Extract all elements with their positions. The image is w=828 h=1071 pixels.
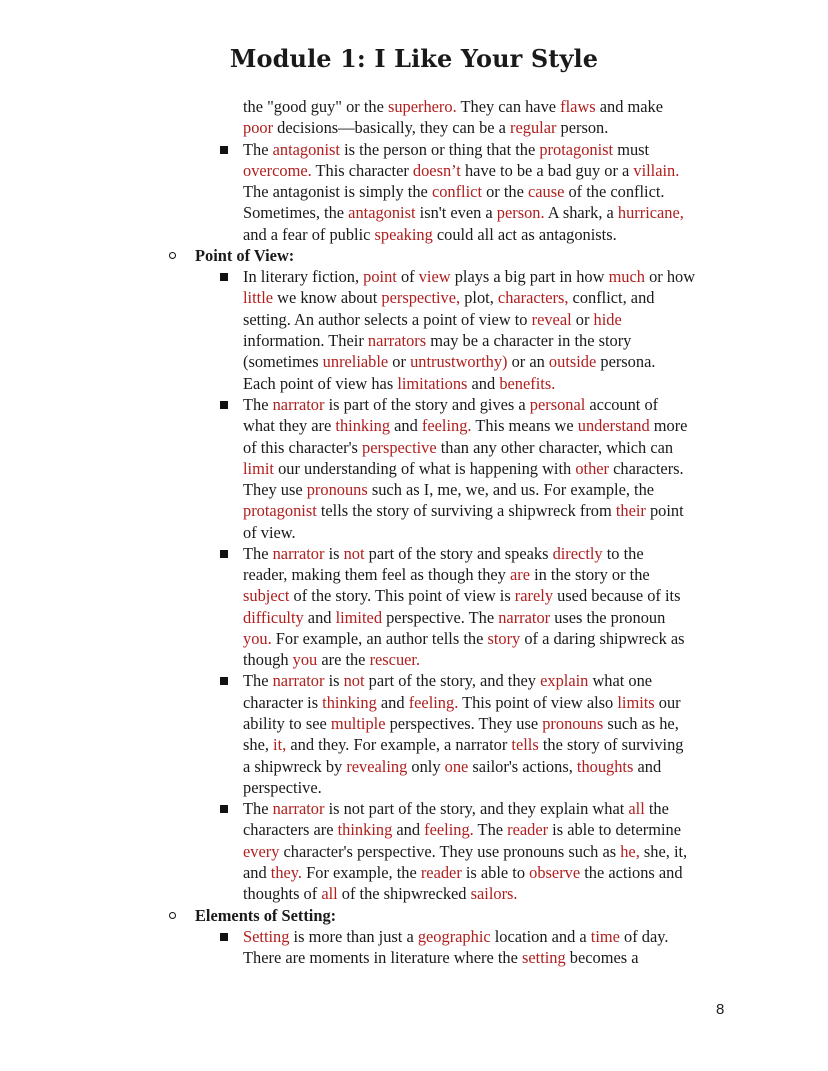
text-line: The narrator is part of the story and gives a personal account of xyxy=(243,395,659,414)
text-line: information. Their narrators may be a character in the story xyxy=(243,331,632,350)
text-line: setting. An author selects a point of view to reveal or hide xyxy=(243,310,622,329)
text-line: The narrator is not part of the story and speaks directly to the xyxy=(243,544,644,563)
text-line: Each point of view has limitations and benefits. xyxy=(243,374,556,393)
hollow-circle-bullet-icon xyxy=(169,912,176,919)
page-title: Module 1: I Like Your Style xyxy=(229,44,599,73)
text-line: perspective. xyxy=(243,778,322,797)
square-bullet-icon xyxy=(220,146,228,154)
text-line: and they. For example, the reader is able to observe the actions and xyxy=(243,863,683,882)
text-line: a shipwreck by revealing only one sailor's actions, thoughts and xyxy=(243,757,662,776)
page-number: 8 xyxy=(716,1001,725,1018)
square-bullet-icon xyxy=(220,401,228,409)
text-line: reader, making them feel as though they are in the story or the xyxy=(243,565,650,584)
section-heading: Elements of Setting: xyxy=(195,906,337,925)
section-heading: Point of View: xyxy=(195,246,295,265)
text-line: The antagonist is the person or thing that the protagonist must xyxy=(243,140,650,159)
text-line: what they are thinking and feeling. This means we understand more xyxy=(243,416,688,435)
text-line: though you are the rescuer. xyxy=(243,650,421,669)
text-line: character is thinking and feeling. This point of view also limits our xyxy=(243,693,681,712)
text-line: In literary fiction, point of view plays a big part in how much or how xyxy=(243,267,696,286)
text-line: protagonist tells the story of surviving a shipwreck from their point xyxy=(243,501,684,520)
text-line: difficulty and limited perspective. The narrator uses the pronoun xyxy=(243,608,666,627)
text-line: little we know about perspective, plot, characters, conflict, and xyxy=(243,288,655,307)
text-line: poor decisions—basically, they can be a regular person. xyxy=(243,118,609,137)
square-bullet-icon xyxy=(220,933,228,941)
text-line: of view. xyxy=(243,523,296,542)
text-line: limit our understanding of what is happening with other characters. xyxy=(243,459,684,478)
text-line: you. For example, an author tells the story of a daring shipwreck as xyxy=(243,629,685,648)
hollow-circle-bullet-icon xyxy=(169,252,176,259)
text-line: ability to see multiple perspectives. They use pronouns such as he, xyxy=(243,714,679,733)
text-line: characters are thinking and feeling. The reader is able to determine xyxy=(243,820,681,839)
text-line: thoughts of all of the shipwrecked sailors. xyxy=(243,884,518,903)
text-line: every character's perspective. They use pronouns such as he, she, it, xyxy=(243,842,688,861)
square-bullet-icon xyxy=(220,273,228,281)
square-bullet-icon xyxy=(220,805,228,813)
text-line: The narrator is not part of the story, and they explain what one xyxy=(243,671,653,690)
text-line: and a fear of public speaking could all act as antagonists. xyxy=(243,225,617,244)
text-line: They use pronouns such as I, me, we, and us. For example, the xyxy=(243,480,655,499)
text-line: (sometimes unreliable or untrustworthy) or an outside persona. xyxy=(243,352,656,371)
text-line: of this character's perspective than any other character, which can xyxy=(243,438,674,457)
text-line: There are moments in literature where the setting becomes a xyxy=(243,948,639,967)
text-line: subject of the story. This point of view is rarely used because of its xyxy=(243,586,681,605)
square-bullet-icon xyxy=(220,677,228,685)
text-line: overcome. This character doesn’t have to be a bad guy or a villain. xyxy=(243,161,680,180)
text-line: the "good guy" or the superhero. They can have flaws and make xyxy=(243,97,664,116)
text-line: Setting is more than just a geographic location and a time of day. xyxy=(243,927,669,946)
text-line: Sometimes, the antagonist isn't even a person. A shark, a hurricane, xyxy=(243,203,684,222)
text-line: The narrator is not part of the story, and they explain what all the xyxy=(243,799,669,818)
text-line: she, it, and they. For example, a narrator tells the story of surviving xyxy=(243,735,684,754)
text-line: The antagonist is simply the conflict or the cause of the conflict. xyxy=(243,182,665,201)
square-bullet-icon xyxy=(220,550,228,558)
